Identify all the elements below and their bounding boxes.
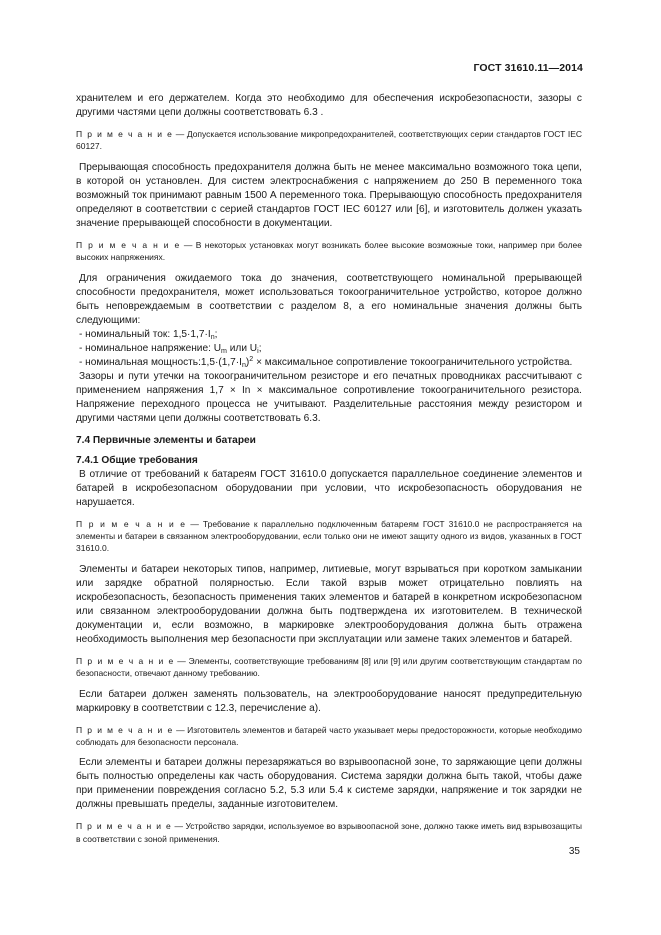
paragraph-user-replacement: Если батареи должен заменять пользователь, на электрооборудование наносят предупредительную маркировку в соответствии с 12.3, перечисление а). bbox=[76, 688, 582, 714]
note-label: П р и м е ч а н и е bbox=[76, 724, 174, 735]
note-label: П р и м е ч а н и е bbox=[76, 239, 181, 250]
note-text: — В некоторых установках могут возникать более высокие возможные токи, например при более высоких напряжениях. bbox=[76, 239, 583, 263]
note-text: — Элементы, соответствующие требованиям [8] или [9] или другим соответствующим стандартам по безопасности, отвечают данному требованию. bbox=[76, 655, 582, 679]
note-label: П р и м е ч а н и е bbox=[76, 821, 173, 832]
note-precautions bbox=[76, 724, 582, 749]
paragraph-fuse-holder: хранителем и его держателем. Когда это необходимо для обеспечения искробезопасности, зазоры с другими частями цепи должны соответствовать 6.3 . bbox=[76, 93, 582, 118]
note-text: — Требование к параллельно подключенным батареям ГОСТ 31610.0 не распространяется на элементы и батареи в связанном электрооборудовании, если только они не имеют защиту одного из видов, указанных в ГОСТ 31610.0. bbox=[76, 518, 583, 554]
note-safety-standards bbox=[76, 655, 582, 680]
note-label: П р и м е ч а н и е bbox=[76, 518, 187, 529]
paragraph-current-limiting: Для ограничения ожидаемого тока до значения, соответствующего номинальной прерывающей способности предохранителя, может использоваться токоограничительное устройство, которое должно быть неповреждаемым в соответствии с разделом 8, а его номинальные значения должны быть следующими: bbox=[76, 272, 582, 326]
section-heading: 7.4 Первичные элементы и батареи bbox=[76, 434, 256, 446]
paragraph-clearances: Зазоры и пути утечки на токоограничительном резисторе и его печатных проводниках рассчитывают с применением напряжения 1,7 × In × максимальное сопротивление токоограничительного резистора. Напряжение переходного процесса не учитывают. Разделительные расстояния между резистором и другими частями цепи должны соответствовать 6.3. bbox=[76, 370, 582, 424]
paragraph-recharging: Если элементы и батареи должны перезаряжаться во взрывоопасной зоне, то заряжающие цепи должны быть полностью определены как часть оборудования. Система зарядки должна быть такой, чтобы даже при применении повреждения согласно 5.2, 5.3 или 5.4 к системе зарядки, напряжение и ток зарядки не должны превышать пределы, заданные изготовителем. bbox=[76, 757, 582, 811]
paragraph-breaking-capacity: Прерывающая способность предохранителя должна быть не менее максимально возможного тока цепи, в которой он установлен. Для систем электроснабжения с напряжением до 250 В переменного тока возможный ток принимают равным 1500 А переменного тока. Прерывающую способность предохранителя определяют в соответствии с серией стандартов ГОСТ IEC 60127 или [6], и изготовитель должен указать значение прерывающей способности в документации. bbox=[76, 161, 582, 229]
note-charging-device bbox=[76, 820, 582, 845]
note-label: П р и м е ч а н и е bbox=[76, 129, 174, 139]
note-microfuses bbox=[76, 128, 582, 153]
note-parallel-batteries bbox=[76, 518, 582, 555]
list-item-rated-power: - номинальная $мощность:1,5\cdot(1,7\cdot I_n)^2$ × максимальное сопротивление токоограничительного устройства. bbox=[79, 354, 573, 369]
document-standard-header: ГОСТ 31610.11—2014 bbox=[473, 62, 583, 74]
page-body bbox=[76, 92, 582, 845]
note-label: П р и м е ч а н и е bbox=[76, 655, 175, 666]
page-number: 35 bbox=[568, 846, 580, 857]
paragraph-parallel-connection: В отличие от требований к батареям ГОСТ 31610.0 допускается параллельное соединение элементов и батарей в искробезопасном оборудовании при условии, что искробезопасность оборудования не нарушается. bbox=[76, 468, 582, 508]
list-item-rated-current: - номинальный ток: $1,5\cdot 1,7\cdot I_n$; bbox=[79, 328, 218, 341]
paragraph-lithium-cells: Элементы и батареи некоторых типов, например, литиевые, могут взрываться при коротком замыкании или зарядке обратной полярностью. Если такой взрыв может отрицательно повлиять на искробезопасность, безопасность применения таких элементов и батарей в конкретном искробезопасном или связанном электрооборудовании должна быть подтверждена их изготовителем. В технической документации и, если возможно, в маркировке электрооборудования должна быть отражена необходимость выполнения мер безопасности при эксплуатации или замене таких элементов и батарей. bbox=[76, 563, 582, 645]
note-higher-currents bbox=[76, 239, 582, 264]
note-text: — Устройство зарядки, используемое во взрывоопасной зоне, должно также иметь вид взрывозащиты в соответствии с зоной применения. bbox=[76, 821, 583, 844]
list-item-rated-voltage: - номинальное напряжение: $U_m$ или $U_i$; bbox=[79, 342, 262, 355]
note-text: — Изготовитель элементов и батарей часто указывает меры предосторожности, которые необходимо соблюдать для безопасности персонала. bbox=[76, 724, 582, 748]
subsection-heading: 7.4.1 Общие требования bbox=[76, 454, 198, 466]
note-text: — Допускается использование микропредохранителей, соответствующих серии стандартов ГОСТ IEC 60127. bbox=[76, 129, 583, 152]
